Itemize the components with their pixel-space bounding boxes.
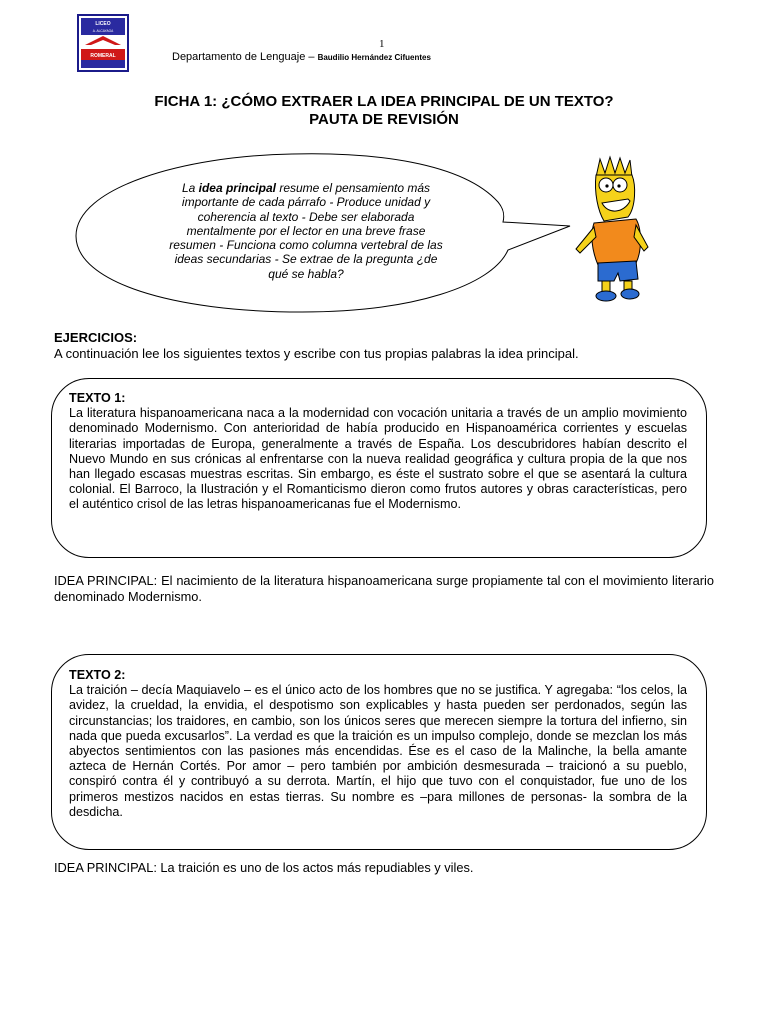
text-2-content — [69, 668, 687, 820]
page-subtitle: PAUTA DE REVISIÓN — [309, 111, 459, 128]
text-1-main-idea: IDEA PRINCIPAL: El nacimiento de la literatura hispanoamericana surge propiamente tal con el movimiento literario denominado Modernismo. — [54, 573, 714, 604]
bart-simpson-illustration — [568, 155, 652, 305]
page-number: 1 — [379, 38, 385, 50]
exercises-instruction: A continuación lee los siguientes textos y escribe con tus propias palabras la idea principal. — [54, 346, 579, 361]
school-crest-logo — [77, 14, 129, 72]
text-1-content — [69, 391, 687, 513]
text-2-body: La traición – decía Maquiavelo – es el único acto de los hombres que no se justifica. Y agregaba: “los celos, la avidez, la crueldad, la envidia, el despotismo son explicables y hasta pueden ser perdonados, según las circunstancias; los traidores, en cambio, son los únicos seres que merecen siempre la tortura del infierno, sin nada que pueda excusarlos”. La verdad es que la traición es un impulso complejo, donde se mezclan los más abyectos sentimientos con las pasiones más encendidas. Ése es el caso de la Malinche, la bella amante azteca de Hernán Cortés. Por amor – pero también por ambición desmesurada – traicionó a su pueblo, conspiró contra él y contribuyó a su derrota. Martín, el hijo que tuvo con el conquistador, fue uno de los primeros mestizos nacidos en estas tierras. Su nombre es –para millones de personas- la sombra de la desdicha. — [69, 683, 687, 819]
text-2-title: TEXTO 2: — [69, 668, 126, 682]
text-2-main-idea: IDEA PRINCIPAL: La traición es uno de los actos más repudiables y viles. — [54, 860, 474, 875]
author-name: Baudilio Hernández Cifuentes — [317, 53, 431, 62]
page-title: FICHA 1: ¿CÓMO EXTRAER LA IDEA PRINCIPAL DE UN TEXTO? — [154, 93, 614, 110]
logo-top-text: LICEO — [95, 21, 111, 27]
logo-subtitle-text: A. ALCAYAGA — [92, 29, 114, 33]
text-1-box — [51, 378, 707, 558]
department-line — [172, 51, 431, 63]
speech-bubble-text — [165, 181, 447, 281]
department-label: Departamento de Lenguaje – — [172, 51, 315, 63]
exercises-heading: EJERCICIOS: — [54, 330, 138, 345]
text-1-title: TEXTO 1: — [69, 391, 126, 405]
text-2-box — [51, 654, 707, 850]
text-1-body: La literatura hispanoamericana naca a la modernidad con vocación unitaria a través de un amplio movimiento denominado Modernismo. Con anterioridad de había producido en Hispanoamérica corrientes y escuelas literarias importadas de Europa, generalmente a través de España. Los descubridores habían descrito el Nuevo Mundo en sus crónicas al enfrentarse con la nueva realidad geográfica y cultura propia de la que nos han llegado escasas muestras escritas. Sin embargo, es éste el sustrato sobre el que se asentará la cultura colonial. El Barroco, la Ilustración y el Romanticismo dieron como frutos autores y obras características, pero el auténtico crisol de las letras hispanoamericanas fue el Modernismo. — [69, 406, 687, 512]
bubble-prefix: La — [181, 181, 199, 195]
logo-bottom-text: ROMERAL — [90, 53, 116, 59]
bubble-body: resume el pensamiento más importante de cada párrafo - Produce unidad y coherencia al texto - Debe ser elaborada mentalmente por el lector en una breve frase resumen - Funciona como columna vertebral de las ideas secundarias - Se extrae de la pregunta ¿de qué se habla? — [169, 181, 443, 281]
bubble-highlight: idea principal — [198, 181, 276, 195]
